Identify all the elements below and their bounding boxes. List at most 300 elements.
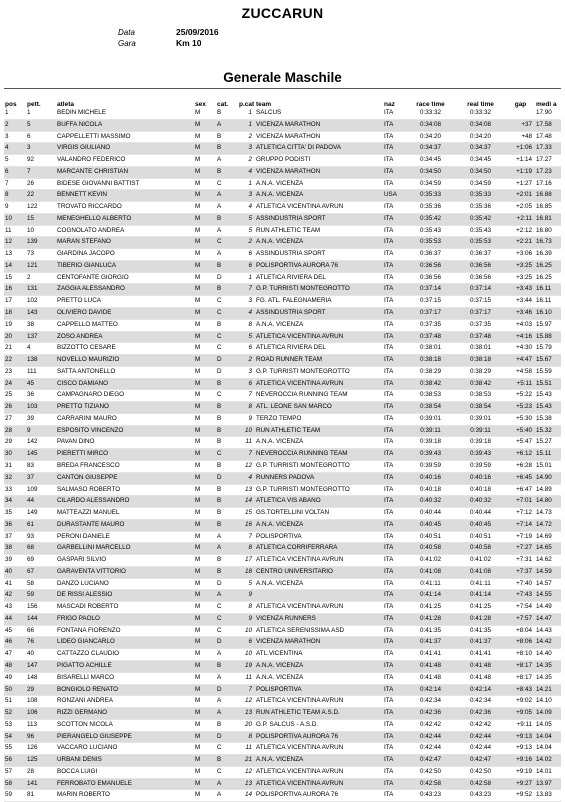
cell-nationality: USA bbox=[383, 190, 405, 202]
cell-sex: M bbox=[194, 355, 216, 367]
cell-race-time: 0:34:20 bbox=[405, 131, 455, 143]
cell-pos: 49 bbox=[4, 672, 26, 684]
cell-race-time: 0:34:45 bbox=[405, 155, 455, 167]
table-row bbox=[4, 778, 561, 790]
cell-pos: 21 bbox=[4, 343, 26, 355]
cell-category-pos: 4 bbox=[238, 202, 255, 214]
cell-speed: 15.67 bbox=[535, 355, 561, 367]
cell-category-pos: 5 bbox=[238, 213, 255, 225]
cell-team: G.P. TURRISTI MONTEGROTTO bbox=[255, 460, 383, 472]
cell-bib: 139 bbox=[26, 237, 56, 249]
cell-nationality: ITA bbox=[383, 319, 405, 331]
cell-gap: +7:54 bbox=[505, 602, 535, 614]
cell-category-pos: 2 bbox=[238, 355, 255, 367]
table-row bbox=[4, 543, 561, 555]
cell-nationality: ITA bbox=[383, 555, 405, 567]
cell-nationality: ITA bbox=[383, 613, 405, 625]
cell-pos: 48 bbox=[4, 660, 26, 672]
cell-race-time: 0:40:51 bbox=[405, 531, 455, 543]
cell-real-time: 0:36:37 bbox=[455, 249, 505, 261]
cell-gap: +1:19 bbox=[505, 166, 535, 178]
cell-speed: 14.59 bbox=[535, 566, 561, 578]
cell-real-time: 0:35:33 bbox=[455, 190, 505, 202]
cell-gap: +9:27 bbox=[505, 778, 535, 790]
cell-pos: 53 bbox=[4, 719, 26, 731]
cell-pos: 44 bbox=[4, 613, 26, 625]
cell-race-time: 0:42:36 bbox=[405, 708, 455, 720]
cell-gap: +5:47 bbox=[505, 437, 535, 449]
cell-speed: 14.40 bbox=[535, 649, 561, 661]
cell-sex: M bbox=[194, 543, 216, 555]
cell-bib: 22 bbox=[26, 190, 56, 202]
cell-speed: 14.65 bbox=[535, 543, 561, 555]
cell-category: B bbox=[216, 519, 238, 531]
cell-race-time: 0:42:58 bbox=[405, 778, 455, 790]
table-row bbox=[4, 343, 561, 355]
cell-athlete: BIDESE GIOVANNI BATTIST bbox=[56, 178, 194, 190]
cell-real-time: 0:41:11 bbox=[455, 578, 505, 590]
cell-gap: +7:31 bbox=[505, 555, 535, 567]
table-row bbox=[4, 284, 561, 296]
cell-team: ATL. LEONE SAN MARCO bbox=[255, 402, 383, 414]
cell-speed: 16.81 bbox=[535, 213, 561, 225]
table-row bbox=[4, 649, 561, 661]
cell-race-time: 0:38:29 bbox=[405, 366, 455, 378]
table-row bbox=[4, 555, 561, 567]
cell-team: VICENZA RUNNERS bbox=[255, 613, 383, 625]
cell-team: A.N.A. VICENZA bbox=[255, 519, 383, 531]
cell-team: RUN ATHLETIC TEAM bbox=[255, 225, 383, 237]
cell-bib: 36 bbox=[26, 390, 56, 402]
cell-pos: 36 bbox=[4, 519, 26, 531]
cell-athlete: GARAVENTA VITTORIO bbox=[56, 566, 194, 578]
cell-category: A bbox=[216, 190, 238, 202]
cell-pos: 28 bbox=[4, 425, 26, 437]
cell-category: A bbox=[216, 778, 238, 790]
cell-nationality: ITA bbox=[383, 108, 405, 119]
cell-team: A.N.A. VICENZA bbox=[255, 237, 383, 249]
cell-gap: +2:12 bbox=[505, 225, 535, 237]
cell-pos: 31 bbox=[4, 460, 26, 472]
cell-sex: M bbox=[194, 755, 216, 767]
cell-race-time: 0:37:35 bbox=[405, 319, 455, 331]
cell-team: ATLETICA VICENTINA AVRUN bbox=[255, 331, 383, 343]
cell-team: A.N.A. VICENZA bbox=[255, 437, 383, 449]
cell-team: ATLETICA VICENTINA AVRUN bbox=[255, 743, 383, 755]
cell-bib: 44 bbox=[26, 496, 56, 508]
cell-speed: 15.27 bbox=[535, 437, 561, 449]
cell-race-time: 0:38:53 bbox=[405, 390, 455, 402]
cell-sex: M bbox=[194, 790, 216, 802]
cell-category: B bbox=[216, 508, 238, 520]
cell-real-time: 0:43:23 bbox=[455, 790, 505, 802]
cell-team: G.P. SALCUS - A.S.D. bbox=[255, 719, 383, 731]
cell-sex: M bbox=[194, 625, 216, 637]
cell-race-time: 0:42:34 bbox=[405, 696, 455, 708]
cell-real-time: 0:39:11 bbox=[455, 425, 505, 437]
cell-category: B bbox=[216, 660, 238, 672]
cell-athlete: VALANDRO FEDERICO bbox=[56, 155, 194, 167]
table-row bbox=[4, 508, 561, 520]
table-row bbox=[4, 390, 561, 402]
cell-category-pos: 9 bbox=[238, 613, 255, 625]
cell-team: POLISPORTIVA AURORA 76 bbox=[255, 731, 383, 743]
cell-sex: M bbox=[194, 378, 216, 390]
cell-sex: M bbox=[194, 296, 216, 308]
cell-sex: M bbox=[194, 178, 216, 190]
cell-nationality: ITA bbox=[383, 566, 405, 578]
cell-pos: 39 bbox=[4, 555, 26, 567]
cell-sex: M bbox=[194, 684, 216, 696]
cell-athlete: MENEGHELLO ALBERTO bbox=[56, 213, 194, 225]
cell-race-time: 0:36:56 bbox=[405, 272, 455, 284]
cell-nationality: ITA bbox=[383, 578, 405, 590]
cell-nationality: ITA bbox=[383, 719, 405, 731]
cell-category-pos: 13 bbox=[238, 708, 255, 720]
col-athlete: atleta bbox=[57, 101, 74, 108]
cell-real-time: 0:40:32 bbox=[455, 496, 505, 508]
cell-speed: 14.43 bbox=[535, 625, 561, 637]
cell-real-time: 0:39:01 bbox=[455, 413, 505, 425]
cell-category-pos: 11 bbox=[238, 437, 255, 449]
cell-nationality: ITA bbox=[383, 119, 405, 131]
cell-category-pos: 16 bbox=[238, 519, 255, 531]
cell-speed: 16.39 bbox=[535, 249, 561, 261]
cell-category: A bbox=[216, 672, 238, 684]
cell-gap: +4:30 bbox=[505, 343, 535, 355]
cell-gap: +9:52 bbox=[505, 790, 535, 802]
cell-category: B bbox=[216, 425, 238, 437]
table-row bbox=[4, 108, 561, 119]
cell-bib: 92 bbox=[26, 155, 56, 167]
cell-real-time: 0:41:41 bbox=[455, 649, 505, 661]
cell-team: A.N.A. VICENZA bbox=[255, 178, 383, 190]
cell-gap: +8:43 bbox=[505, 684, 535, 696]
results-table bbox=[4, 90, 561, 802]
cell-real-time: 0:34:08 bbox=[455, 119, 505, 131]
cell-race-time: 0:37:17 bbox=[405, 308, 455, 320]
cell-race-time: 0:40:16 bbox=[405, 472, 455, 484]
cell-bib: 4 bbox=[26, 343, 56, 355]
cell-team: TERZO TEMPO bbox=[255, 413, 383, 425]
cell-athlete: BREDA FRANCESCO bbox=[56, 460, 194, 472]
cell-bib: 67 bbox=[26, 566, 56, 578]
cell-team: VICENZA MARATHON bbox=[255, 637, 383, 649]
cell-category: C bbox=[216, 449, 238, 461]
cell-gap: +7:12 bbox=[505, 508, 535, 520]
cell-real-time: 0:41:25 bbox=[455, 602, 505, 614]
cell-athlete: PIERANGELO GIUSEPPE bbox=[56, 731, 194, 743]
cell-nationality: ITA bbox=[383, 143, 405, 155]
cell-sex: M bbox=[194, 366, 216, 378]
cell-race-time: 0:38:54 bbox=[405, 402, 455, 414]
col-real-time: real time bbox=[467, 101, 494, 108]
cell-gap: +6:12 bbox=[505, 449, 535, 461]
cell-real-time: 0:35:36 bbox=[455, 202, 505, 214]
cell-speed: 14.80 bbox=[535, 496, 561, 508]
cell-race-time: 0:35:53 bbox=[405, 237, 455, 249]
cell-pos: 22 bbox=[4, 355, 26, 367]
cell-sex: M bbox=[194, 696, 216, 708]
cell-sex: M bbox=[194, 496, 216, 508]
cell-athlete: BIZZOTTO CESARE bbox=[56, 343, 194, 355]
cell-nationality: ITA bbox=[383, 602, 405, 614]
cell-real-time: 0:38:54 bbox=[455, 402, 505, 414]
cell-team: POLISPORTIVA AURORA 76 bbox=[255, 790, 383, 802]
cell-speed: 16.73 bbox=[535, 237, 561, 249]
cell-speed: 16.80 bbox=[535, 225, 561, 237]
cell-athlete: CANTON GIUSEPPE bbox=[56, 472, 194, 484]
cell-category: D bbox=[216, 684, 238, 696]
cell-nationality: ITA bbox=[383, 660, 405, 672]
cell-nationality: ITA bbox=[383, 637, 405, 649]
cell-race-time: 0:42:44 bbox=[405, 743, 455, 755]
table-row bbox=[4, 425, 561, 437]
cell-nationality: ITA bbox=[383, 731, 405, 743]
cell-race-time: 0:41:02 bbox=[405, 555, 455, 567]
cell-race-time: 0:40:58 bbox=[405, 543, 455, 555]
cell-gap: +7:57 bbox=[505, 613, 535, 625]
cell-real-time: 0:34:20 bbox=[455, 131, 505, 143]
cell-nationality: ITA bbox=[383, 272, 405, 284]
cell-athlete: NOVELLO MAURIZIO bbox=[56, 355, 194, 367]
cell-real-time: 0:42:42 bbox=[455, 719, 505, 731]
cell-athlete: PIERETTI MIRCO bbox=[56, 449, 194, 461]
cell-pos: 15 bbox=[4, 272, 26, 284]
cell-race-time: 0:34:59 bbox=[405, 178, 455, 190]
cell-race-time: 0:37:14 bbox=[405, 284, 455, 296]
cell-pos: 37 bbox=[4, 531, 26, 543]
cell-speed: 17.27 bbox=[535, 155, 561, 167]
cell-bib: 68 bbox=[26, 543, 56, 555]
cell-pos: 41 bbox=[4, 578, 26, 590]
cell-speed: 14.72 bbox=[535, 519, 561, 531]
cell-pos: 38 bbox=[4, 543, 26, 555]
cell-race-time: 0:40:45 bbox=[405, 519, 455, 531]
col-category: cat. bbox=[217, 101, 229, 108]
cell-sex: M bbox=[194, 590, 216, 602]
cell-pos: 47 bbox=[4, 649, 26, 661]
cell-real-time: 0:35:42 bbox=[455, 213, 505, 225]
cell-team: ATLETICA VICENTINA AVRUN bbox=[255, 202, 383, 214]
cell-gap: +5:23 bbox=[505, 402, 535, 414]
cell-real-time: 0:36:56 bbox=[455, 260, 505, 272]
cell-category: C bbox=[216, 308, 238, 320]
cell-category: B bbox=[216, 143, 238, 155]
cell-athlete: TROVATO RICCARDO bbox=[56, 202, 194, 214]
cell-category-pos: 21 bbox=[238, 755, 255, 767]
cell-pos: 20 bbox=[4, 331, 26, 343]
cell-athlete: MARIN ROBERTO bbox=[56, 790, 194, 802]
cell-category-pos: 6 bbox=[238, 260, 255, 272]
cell-pos: 6 bbox=[4, 166, 26, 178]
table-row bbox=[4, 519, 561, 531]
cell-team: ATLETICA VICENTINA AVRUN bbox=[255, 778, 383, 790]
cell-bib: 149 bbox=[26, 508, 56, 520]
table-row bbox=[4, 155, 561, 167]
cell-category: B bbox=[216, 108, 238, 119]
section-divider bbox=[4, 88, 561, 89]
cell-bib: 131 bbox=[26, 284, 56, 296]
cell-team: ASSINDUSTRIA SPORT bbox=[255, 308, 383, 320]
cell-category: A bbox=[216, 649, 238, 661]
cell-sex: M bbox=[194, 119, 216, 131]
cell-gap: +9:05 bbox=[505, 708, 535, 720]
cell-athlete: CILARDO ALESSANDRO bbox=[56, 496, 194, 508]
table-row bbox=[4, 355, 561, 367]
cell-athlete: FRIGO PAOLO bbox=[56, 613, 194, 625]
cell-category-pos: 4 bbox=[238, 308, 255, 320]
cell-speed: 14.04 bbox=[535, 743, 561, 755]
cell-bib: 122 bbox=[26, 202, 56, 214]
table-row bbox=[4, 449, 561, 461]
cell-speed: 15.01 bbox=[535, 460, 561, 472]
cell-gap: +9:11 bbox=[505, 719, 535, 731]
cell-speed: 14.35 bbox=[535, 660, 561, 672]
cell-nationality: ITA bbox=[383, 425, 405, 437]
cell-gap: +7:19 bbox=[505, 531, 535, 543]
cell-sex: M bbox=[194, 731, 216, 743]
cell-pos: 16 bbox=[4, 284, 26, 296]
cell-pos: 57 bbox=[4, 766, 26, 778]
cell-sex: M bbox=[194, 637, 216, 649]
cell-speed: 17.23 bbox=[535, 166, 561, 178]
cell-nationality: ITA bbox=[383, 590, 405, 602]
cell-gap: +5:40 bbox=[505, 425, 535, 437]
cell-nationality: ITA bbox=[383, 213, 405, 225]
col-nationality: naz bbox=[384, 101, 395, 108]
cell-category: C bbox=[216, 390, 238, 402]
cell-gap: +5:22 bbox=[505, 390, 535, 402]
cell-gap: +8:10 bbox=[505, 649, 535, 661]
cell-real-time: 0:39:59 bbox=[455, 460, 505, 472]
cell-athlete: GIARDINA JACOPO bbox=[56, 249, 194, 261]
cell-speed: 14.57 bbox=[535, 578, 561, 590]
cell-pos: 33 bbox=[4, 484, 26, 496]
cell-sex: M bbox=[194, 308, 216, 320]
cell-speed: 16.85 bbox=[535, 202, 561, 214]
cell-athlete: CARRARINI MAURO bbox=[56, 413, 194, 425]
cell-category-pos: 7 bbox=[238, 390, 255, 402]
cell-team: ATLETICA VICENTINA AVRUN bbox=[255, 766, 383, 778]
cell-speed: 14.21 bbox=[535, 684, 561, 696]
cell-sex: M bbox=[194, 284, 216, 296]
cell-category-pos: 6 bbox=[238, 249, 255, 261]
cell-team: ROAD RUNNER TEAM bbox=[255, 355, 383, 367]
table-row bbox=[4, 260, 561, 272]
cell-athlete: ZAGGIA ALESSANDRO bbox=[56, 284, 194, 296]
cell-race-time: 0:40:32 bbox=[405, 496, 455, 508]
cell-sex: M bbox=[194, 672, 216, 684]
cell-speed: 14.89 bbox=[535, 484, 561, 496]
cell-bib: 73 bbox=[26, 249, 56, 261]
cell-category-pos: 5 bbox=[238, 331, 255, 343]
cell-bib: 96 bbox=[26, 731, 56, 743]
cell-sex: M bbox=[194, 708, 216, 720]
cell-bib: 142 bbox=[26, 437, 56, 449]
cell-sex: M bbox=[194, 413, 216, 425]
cell-gap: +8:17 bbox=[505, 672, 535, 684]
cell-speed: 15.97 bbox=[535, 319, 561, 331]
cell-pos: 50 bbox=[4, 684, 26, 696]
cell-nationality: ITA bbox=[383, 225, 405, 237]
cell-bib: 3 bbox=[26, 143, 56, 155]
cell-category-pos: 14 bbox=[238, 790, 255, 802]
cell-category-pos: 19 bbox=[238, 660, 255, 672]
cell-real-time: 0:40:18 bbox=[455, 484, 505, 496]
table-row bbox=[4, 319, 561, 331]
cell-team: POLISPORTIVA AURORA 76 bbox=[255, 260, 383, 272]
cell-category: B bbox=[216, 460, 238, 472]
table-row bbox=[4, 131, 561, 143]
cell-athlete: MARAN STEFANO bbox=[56, 237, 194, 249]
cell-team: ATLETICA VIS ABANO bbox=[255, 496, 383, 508]
cell-nationality: ITA bbox=[383, 378, 405, 390]
cell-athlete: BENNETT KEVIN bbox=[56, 190, 194, 202]
cell-pos: 51 bbox=[4, 696, 26, 708]
cell-pos: 5 bbox=[4, 155, 26, 167]
cell-bib: 156 bbox=[26, 602, 56, 614]
cell-bib: 143 bbox=[26, 308, 56, 320]
cell-category: B bbox=[216, 260, 238, 272]
cell-pos: 40 bbox=[4, 566, 26, 578]
table-row bbox=[4, 460, 561, 472]
cell-pos: 9 bbox=[4, 202, 26, 214]
table-row bbox=[4, 272, 561, 284]
cell-category-pos: 6 bbox=[238, 343, 255, 355]
cell-speed: 14.73 bbox=[535, 508, 561, 520]
cell-sex: M bbox=[194, 437, 216, 449]
event-title: ZUCCARUN bbox=[241, 5, 324, 21]
cell-real-time: 0:38:29 bbox=[455, 366, 505, 378]
cell-bib: 93 bbox=[26, 531, 56, 543]
cell-category: D bbox=[216, 578, 238, 590]
cell-nationality: ITA bbox=[383, 260, 405, 272]
table-row bbox=[4, 437, 561, 449]
cell-team: RUNNERS PADOVA bbox=[255, 472, 383, 484]
cell-bib: 40 bbox=[26, 649, 56, 661]
cell-category: D bbox=[216, 272, 238, 284]
cell-nationality: ITA bbox=[383, 496, 405, 508]
cell-speed: 15.59 bbox=[535, 366, 561, 378]
cell-gap: +1:27 bbox=[505, 178, 535, 190]
cell-real-time: 0:33:32 bbox=[455, 108, 505, 119]
cell-sex: M bbox=[194, 225, 216, 237]
cell-team: CENTRO UNIVERSITARIO bbox=[255, 566, 383, 578]
cell-speed: 17.48 bbox=[535, 131, 561, 143]
cell-team: GRUPPO PODISTI bbox=[255, 155, 383, 167]
cell-gap: +7:37 bbox=[505, 566, 535, 578]
cell-sex: M bbox=[194, 472, 216, 484]
cell-real-time: 0:41:48 bbox=[455, 672, 505, 684]
cell-athlete: CENTOFANTE GIORGIO bbox=[56, 272, 194, 284]
table-row bbox=[4, 249, 561, 261]
cell-sex: M bbox=[194, 260, 216, 272]
cell-race-time: 0:38:42 bbox=[405, 378, 455, 390]
cell-sex: M bbox=[194, 237, 216, 249]
cell-real-time: 0:42:36 bbox=[455, 708, 505, 720]
cell-team: NEVEROCCIA RUNNING TEAM bbox=[255, 449, 383, 461]
cell-speed: 14.90 bbox=[535, 472, 561, 484]
cell-gap: +9:13 bbox=[505, 743, 535, 755]
cell-real-time: 0:37:35 bbox=[455, 319, 505, 331]
cell-real-time: 0:36:56 bbox=[455, 272, 505, 284]
cell-race-time: 0:39:43 bbox=[405, 449, 455, 461]
cell-category: B bbox=[216, 319, 238, 331]
cell-gap: +3:25 bbox=[505, 260, 535, 272]
cell-real-time: 0:41:48 bbox=[455, 660, 505, 672]
cell-athlete: CAPPELLO MATTEO bbox=[56, 319, 194, 331]
